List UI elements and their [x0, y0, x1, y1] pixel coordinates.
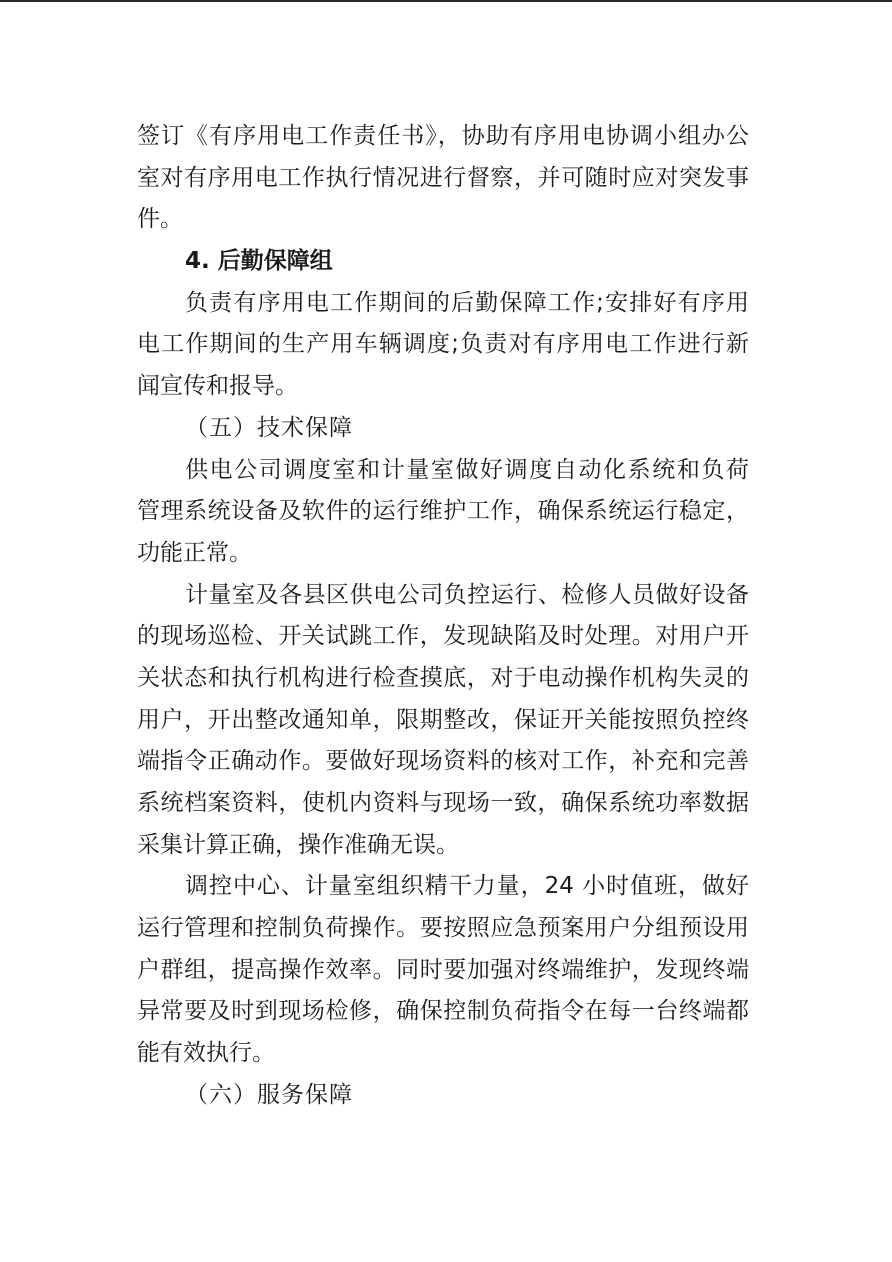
paragraph-line: 端指令正确动作。要做好现场资料的核对工作，补充和完善	[137, 748, 749, 775]
paragraph-line: 供电公司调度室和计量室做好调度自动化系统和负荷	[185, 456, 749, 483]
paragraph-line: 管理系统设备及软件的运行维护工作，确保系统运行稳定，	[137, 498, 749, 525]
paragraph-inspection	[137, 575, 749, 867]
paragraph-line: 调控中心、计量室组织精干力量，24 小时值班，做好	[185, 873, 749, 900]
top-border-line	[0, 0, 892, 2]
paragraph-line: 能有效执行。	[137, 1040, 275, 1067]
paragraph-line: 负责有序用电工作期间的后勤保障工作;安排好有序用	[185, 289, 749, 316]
paragraph-line: 采集计算正确，操作准确无误。	[137, 831, 459, 858]
paragraph-line: 电工作期间的生产用车辆调度;负责对有序用电工作进行新	[137, 331, 749, 358]
paragraph-line: 户群组，提高操作效率。同时要加强对终端维护，发现终端	[137, 956, 749, 983]
paragraph-line: 关状态和执行机构进行检查摸底，对于电动操作机构失灵的	[137, 664, 749, 691]
paragraph-line: 用户，开出整改通知单，限期整改，保证开关能按照负控终	[137, 706, 749, 733]
paragraph-control-center	[137, 866, 749, 1074]
paragraph-line: 运行管理和控制负荷操作。要按照应急预案用户分组预设用	[137, 915, 749, 942]
paragraph-dispatch-maintenance	[137, 450, 749, 575]
paragraph-logistics	[137, 283, 749, 408]
heading-technical-support: （五）技术保障	[185, 414, 353, 441]
document-page	[137, 116, 749, 1117]
paragraph-line: 的现场巡检、开关试跳工作，发现缺陷及时处理。对用户开	[137, 623, 749, 650]
paragraph-line: 闻宣传和报导。	[137, 373, 298, 400]
paragraph-line: 签订《有序用电工作责任书》，协助有序用电协调小组办公	[137, 123, 749, 149]
paragraph-line: 件。	[137, 206, 183, 233]
paragraph-line: 异常要及时到现场检修，确保控制负荷指令在每一台终端都	[137, 998, 749, 1025]
paragraph-line: 系统档案资料，使机内资料与现场一致，确保系统功率数据	[137, 790, 749, 816]
paragraph-line: 室对有序用电工作执行情况进行督察，并可随时应对突发事	[137, 164, 749, 191]
paragraph-line: 功能正常。	[137, 539, 252, 566]
heading-service-support: （六）服务保障	[185, 1081, 353, 1108]
paragraph-line: 计量室及各县区供电公司负控运行、检修人员做好设备	[185, 581, 749, 608]
paragraph-supervision	[137, 116, 749, 241]
heading-logistics-group: 4. 后勤保障组	[185, 248, 333, 275]
